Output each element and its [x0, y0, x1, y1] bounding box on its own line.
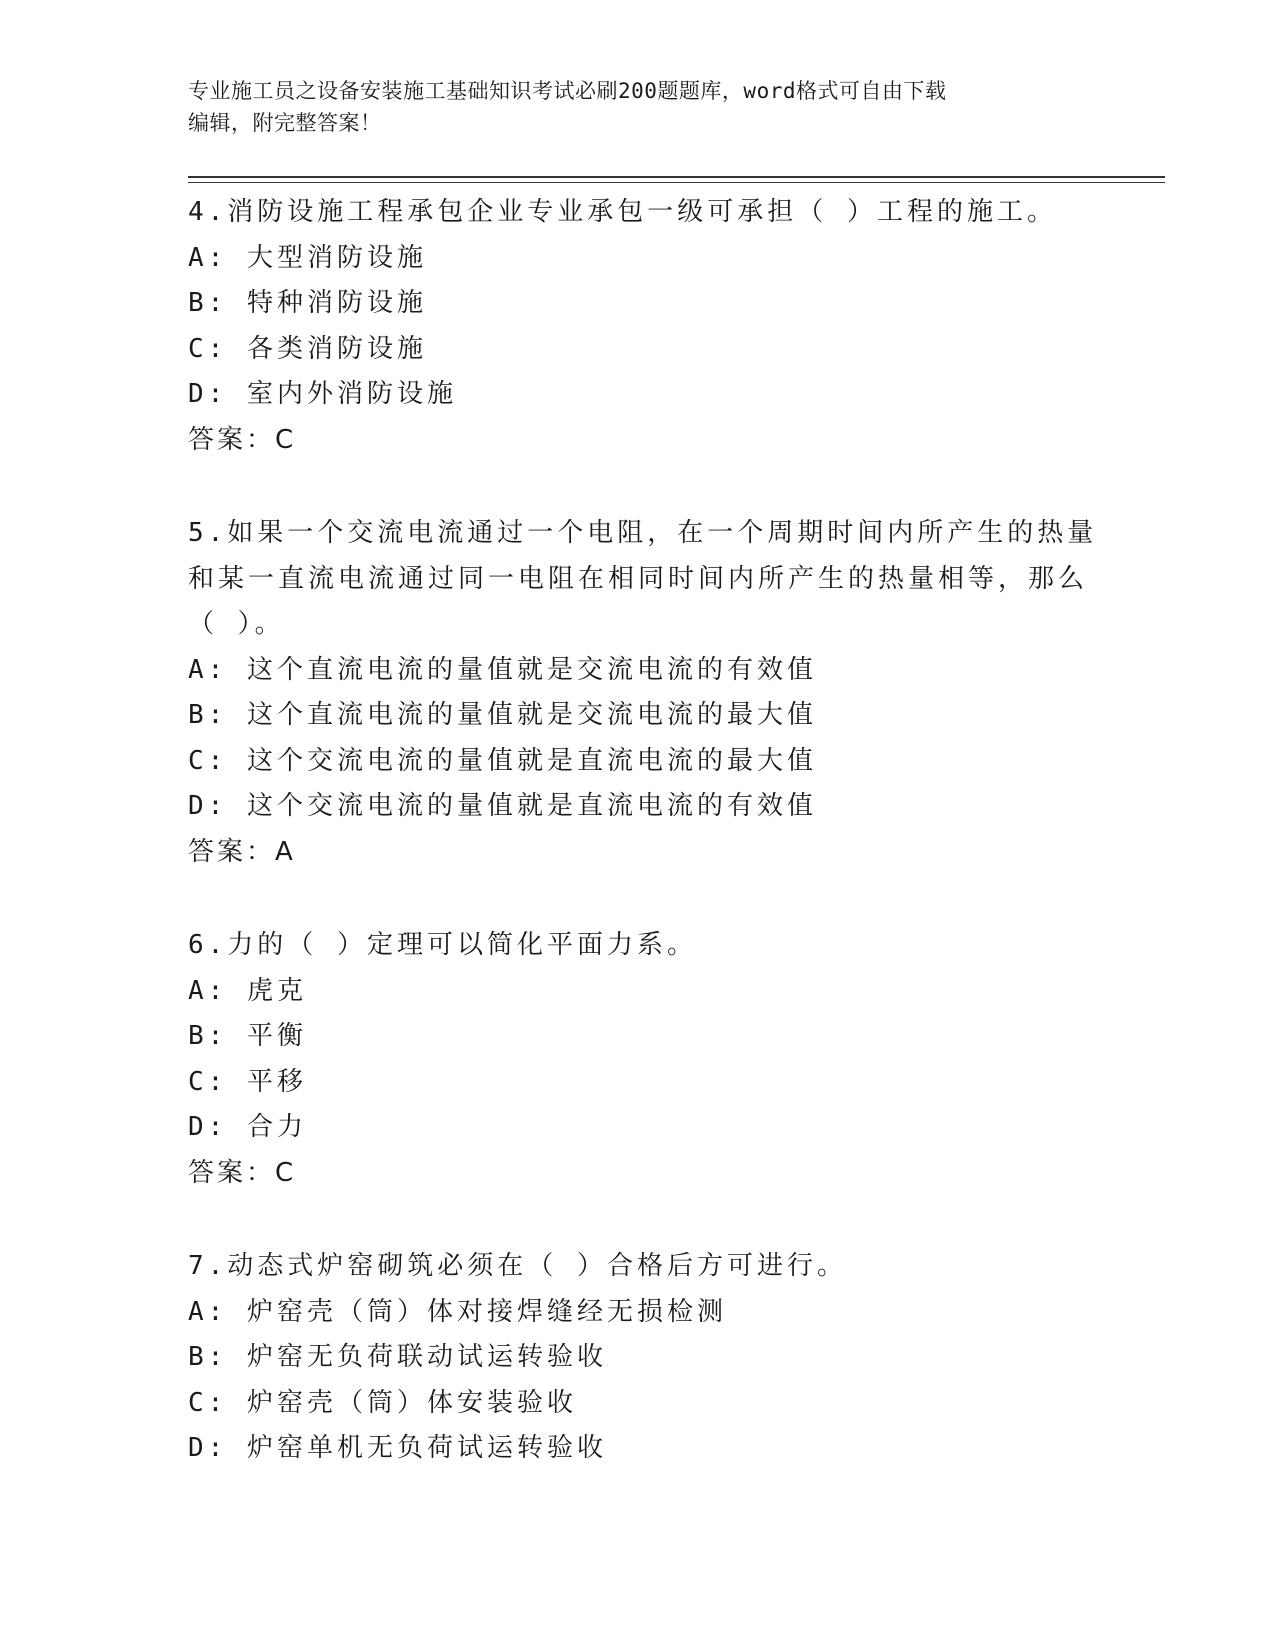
answer-line: 答案：A [188, 836, 296, 867]
header-divider-thick [188, 176, 1165, 178]
stem-line: 7.动态式炉窑砌筑必须在（ ）合格后方可进行。 [188, 1251, 847, 1281]
option-a: A: 虎克 [188, 975, 307, 1006]
option-c: C: 这个交流电流的量值就是直流电流的最大值 [188, 745, 817, 776]
option-a: A: 大型消防设施 [188, 242, 427, 273]
option-c: C: 炉窑壳（筒）体安装验收 [188, 1387, 577, 1418]
stem-line: 4.消防设施工程承包企业专业承包一级可承担（ ）工程的施工。 [188, 197, 1057, 227]
option-b: B: 平衡 [188, 1021, 307, 1051]
question-list [188, 190, 1098, 1520]
question-4 [188, 190, 1088, 463]
question-6 [188, 923, 1088, 1196]
answer-line: 答案：C [188, 1157, 297, 1188]
question-stem [188, 923, 1088, 969]
option-b: B: 这个直流电流的量值就是交流电流的最大值 [188, 700, 817, 730]
option-b: B: 炉窑无负荷联动试运转验收 [188, 1342, 607, 1372]
option-d: D: 炉窑单机无负荷试运转验收 [188, 1433, 607, 1463]
header-line-1: 专业施工员之设备安装施工基础知识考试必刷200题题库，word格式可自由下载 [188, 79, 947, 103]
stem-line: 6.力的（ ）定理可以简化平面力系。 [188, 930, 697, 960]
header-line-2: 编辑，附完整答案！ [188, 111, 382, 135]
option-c: C: 平移 [188, 1066, 307, 1097]
option-a: A: 这个直流电流的量值就是交流电流的有效值 [188, 654, 817, 685]
stem-line: （ ）。 [188, 609, 285, 639]
option-a: A: 炉窑壳（筒）体对接焊缝经无损检测 [188, 1296, 727, 1327]
question-7 [188, 1244, 1088, 1472]
answer-line: 答案：C [188, 424, 297, 455]
document-header [188, 75, 1068, 139]
option-c: C: 各类消防设施 [188, 333, 427, 364]
question-stem [188, 190, 1088, 236]
question-stem [188, 511, 1098, 648]
question-stem [188, 1244, 1088, 1290]
stem-line: 5.如果一个交流电流通过一个电阻，在一个周期时间内所产生的热量 [188, 518, 1098, 548]
option-d: D: 室内外消防设施 [188, 379, 457, 409]
option-d: D: 合力 [188, 1112, 307, 1142]
question-5 [188, 511, 1098, 875]
option-b: B: 特种消防设施 [188, 288, 427, 318]
stem-line: 和某一直流电流通过同一电阻在相同时间内所产生的热量相等，那么 [188, 563, 1089, 594]
option-d: D: 这个交流电流的量值就是直流电流的有效值 [188, 791, 817, 821]
header-divider-thin [188, 182, 1165, 183]
